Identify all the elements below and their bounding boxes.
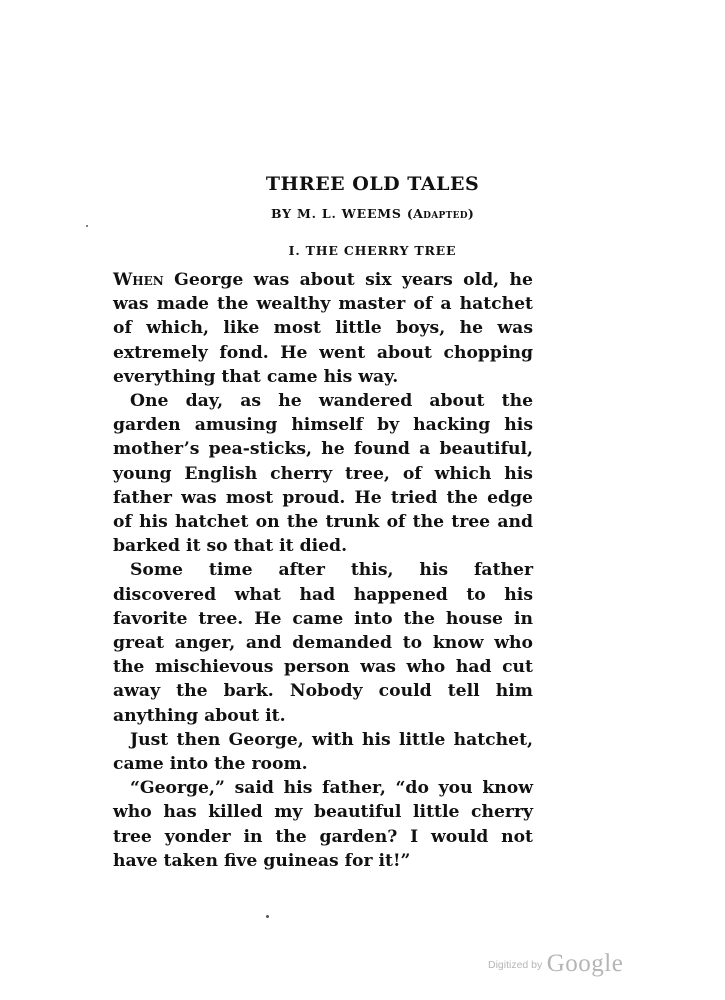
story-paragraph-3: Some time after this, his father discovered what had happened to his favorite tree. He came into the house in great anger, and demanded to know who the mischievous person was who had cut away the bark. Nobody could tell him anything about it. xyxy=(113,560,533,726)
lead-word: When xyxy=(113,270,164,290)
story-paragraph-4: Just then George, with his little hatchet, came into the room. xyxy=(113,729,533,775)
adapted-note: (Adapted) xyxy=(406,206,475,221)
story-paragraph-5: “George,” said his father, “do you know who has killed my beautiful little cherry tree yonder in the garden? I would not have taken five guineas for it!” xyxy=(113,778,533,871)
section-heading: I. THE CHERRY TREE xyxy=(288,243,457,258)
author-name: BY M. L. WEEMS xyxy=(270,206,402,221)
scan-speck xyxy=(86,225,88,227)
book-title: THREE OLD TALES xyxy=(265,173,480,195)
watermark-prefix: Digitized by xyxy=(488,959,543,971)
author-byline xyxy=(0,206,725,221)
story-body xyxy=(113,268,533,873)
scan-speck xyxy=(266,915,269,918)
paragraph-text: George was about six years old, he was made the wealthy master of a hatchet of which, like most little boys, he was extremely fond. He went about chopping everything that came his way. xyxy=(113,270,533,387)
google-logo-text: Google xyxy=(546,950,624,977)
story-paragraph-2: One day, as he wandered about the garden amusing himself by hacking his mother’s pea-sticks, he found a beautiful, young English cherry tree, of which his father was most proud. He tried the edge of his hatchet on the trunk of the tree and barked it so that it died. xyxy=(113,391,533,557)
story-paragraph-1 xyxy=(113,268,533,389)
digitized-by-google-watermark xyxy=(488,950,623,978)
